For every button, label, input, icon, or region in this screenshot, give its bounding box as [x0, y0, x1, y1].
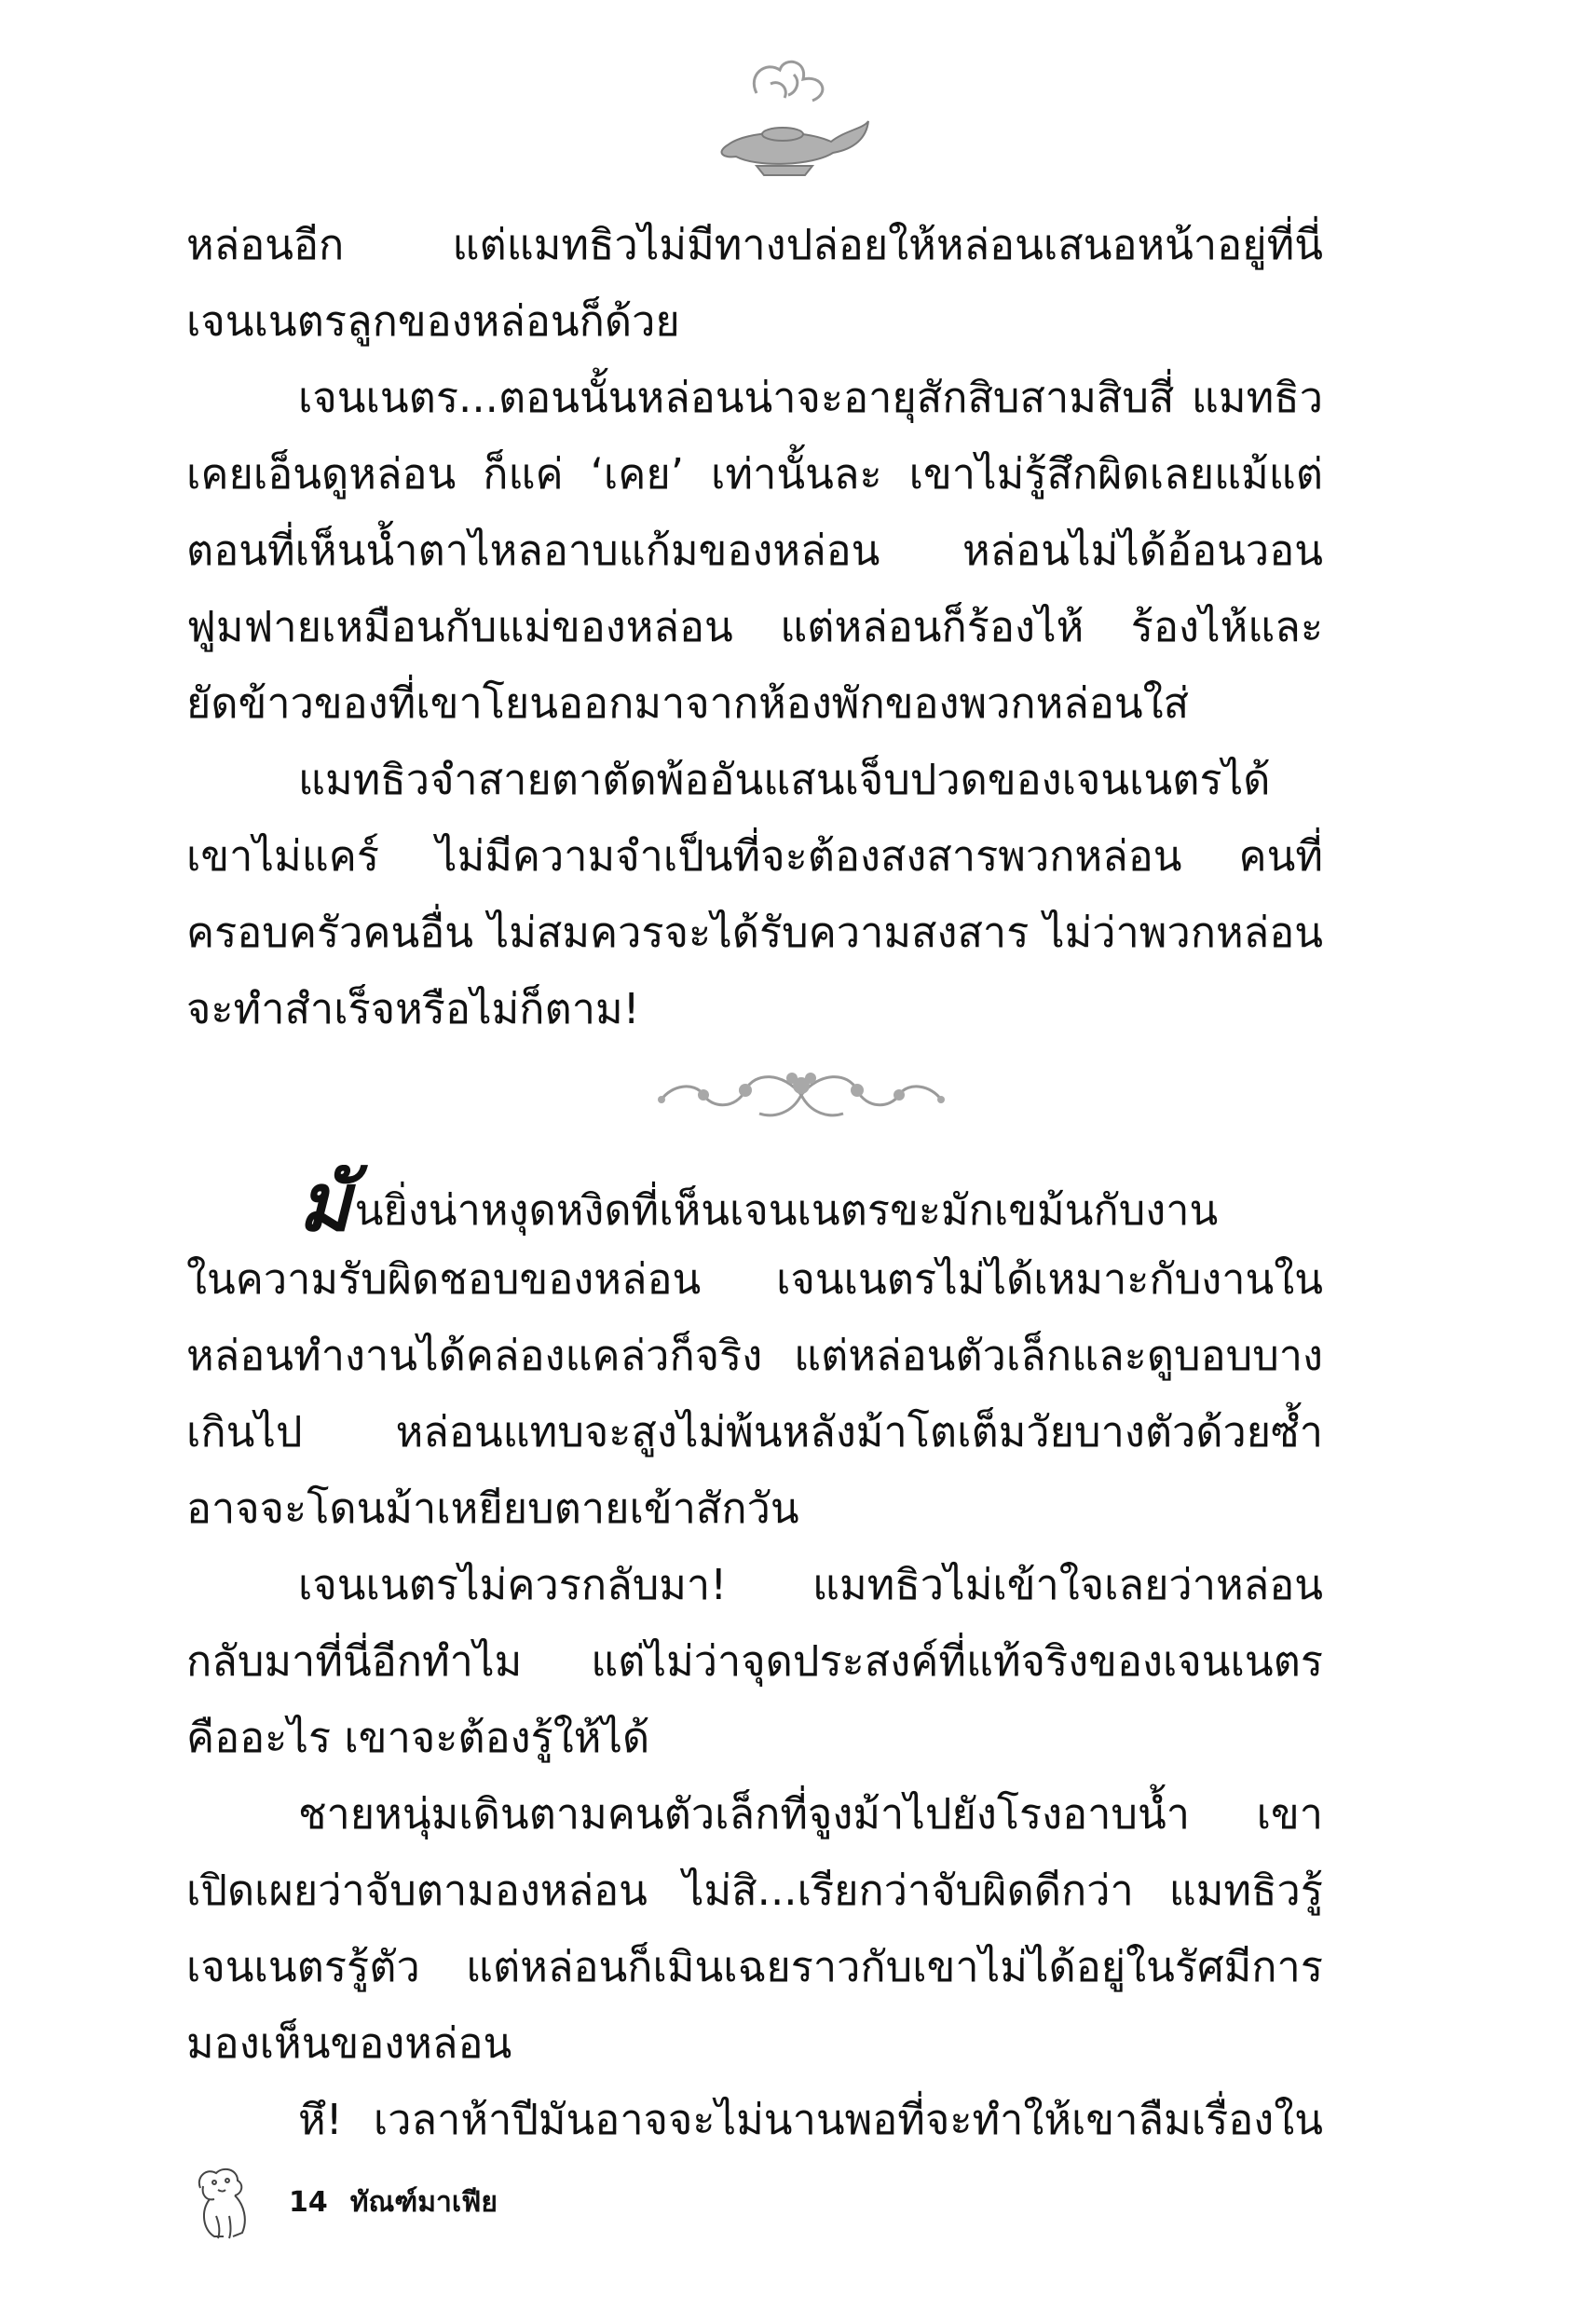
text-line — [186, 818, 1323, 895]
text-line — [186, 589, 1323, 665]
text-line-content: เกินไป หล่อนแทบจะสูงไม่พ้นหลังม้าโตเต็มวัยบางตัวด้วยซ้ำ — [186, 1407, 1323, 1456]
text-line — [186, 1241, 1323, 1318]
text-line-content: ยัดข้าวของที่เขาโยนออกมาจากห้องพักของพวกหล่อนใส่ — [186, 678, 1190, 728]
text-line-content: เจนเนตรลูกของหล่อนก็ด้วย — [186, 296, 680, 346]
dog-icon — [186, 2160, 261, 2244]
text-line-content: อาจจะโดนม้าเหยียบตายเข้าสักวัน — [186, 1484, 799, 1533]
genie-lamp-icon — [691, 56, 878, 186]
text-line — [186, 2082, 1323, 2158]
text-line — [186, 1547, 1323, 1623]
text-line-content: ครอบครัวคนอื่น ไม่สมควรจะได้รับความสงสาร ไม่ว่าพวกหล่อน — [186, 908, 1323, 957]
text-line — [186, 1394, 1323, 1470]
body-text-part-2 — [186, 1165, 1323, 2158]
text-line — [186, 436, 1323, 513]
page-footer — [186, 2160, 498, 2244]
text-line — [186, 1470, 1323, 1547]
text-line-content: หล่อนทำงานได้คล่องแคล่วก็จริง แต่หล่อนตัวเล็กและดูบอบบาง — [186, 1331, 1323, 1380]
text-line — [186, 2005, 1323, 2082]
text-line-content: เจนเนตรรู้ตัว แต่หล่อนก็เมินเฉยราวกับเขาไม่ได้อยู่ในรัศมีการ — [186, 1942, 1323, 1991]
text-line — [186, 207, 1323, 283]
text-line — [186, 1623, 1323, 1700]
text-line — [186, 283, 1323, 360]
text-line — [186, 1700, 1323, 1776]
text-line-content: ตอนที่เห็นน้ำตาไหลอาบแก้มของหล่อน หล่อนไม่ได้อ้อนวอน — [186, 526, 1323, 575]
text-line-content: หล่อนอีก แต่แมทธิวไม่มีทางปล่อยให้หล่อนเสนอหน้าอยู่ที่นี่ — [186, 220, 1323, 269]
drop-cap-word: มั — [298, 1165, 351, 1241]
text-line-content: เคยเอ็นดูหล่อน ก็แค่ ‘เคย’ เท่านั้นละ เขาไม่รู้สึกผิดเลยแม้แต่ — [186, 449, 1323, 499]
text-line — [186, 971, 1323, 1047]
text-line-content: หึ! เวลาห้าปีมันอาจจะไม่นานพอที่จะทำให้เขาลืมเรื่องใน — [298, 2095, 1323, 2144]
text-line-content: มองเห็นของหล่อน — [186, 2018, 512, 2068]
body-text-part-1 — [186, 207, 1323, 1047]
text-line-content: ชายหนุ่มเดินตามคนตัวเล็กที่จูงม้าไปยังโรงอาบน้ำ เขา — [298, 1789, 1323, 1839]
text-line — [186, 1929, 1323, 2005]
text-line — [186, 513, 1323, 589]
text-line — [186, 742, 1323, 818]
text-line-content: จะทำสำเร็จหรือไม่ก็ตาม! — [186, 984, 640, 1033]
text-line — [186, 360, 1323, 436]
text-line — [186, 1165, 1323, 1241]
text-line-content: แมทธิวจำสายตาตัดพ้ออันแสนเจ็บปวดของเจนเนตรได้ — [298, 755, 1271, 804]
text-line — [186, 1318, 1323, 1394]
text-line-content: เจนเนตรไม่ควรกลับมา! แมทธิวไม่เข้าใจเลยว่าหล่อน — [298, 1560, 1323, 1609]
floral-divider-icon — [643, 1058, 960, 1132]
text-line — [186, 1853, 1323, 1929]
text-line-content: นยิ่งน่าหงุดหงิดที่เห็นเจนเนตรขะมักเขม้นกับงาน — [354, 1185, 1219, 1235]
page-number: 14 — [289, 2185, 328, 2219]
text-line-content: กลับมาที่นี่อีกทำไม แต่ไม่ว่าจุดประสงค์ที่แท้จริงของเจนเนตร — [186, 1636, 1323, 1686]
text-line — [186, 665, 1323, 742]
text-line-content: เขาไม่แคร์ ไม่มีความจำเป็นที่จะต้องสงสารพวกหล่อน คนที่ — [186, 831, 1323, 881]
text-line-content: ในความรับผิดชอบของหล่อน เจนเนตรไม่ได้เหมาะกับงานใน — [186, 1254, 1323, 1304]
text-line-content: ฟูมฟายเหมือนกับแม่ของหล่อน แต่หล่อนก็ร้องไห้ ร้องไห้และ — [186, 602, 1323, 651]
text-line — [186, 1776, 1323, 1853]
book-title: ทัณฑ์มาเฟีย — [349, 2185, 498, 2219]
text-line-content: เจนเนตร...ตอนนั้นหล่อนน่าจะอายุสักสิบสามสิบสี่ แมทธิว — [298, 373, 1323, 422]
text-line — [186, 895, 1323, 971]
text-line-content: คืออะไร เขาจะต้องรู้ให้ได้ — [186, 1713, 650, 1762]
text-line-content: เปิดเผยว่าจับตามองหล่อน ไม่สิ...เรียกว่าจับผิดดีกว่า แมทธิวรู้ — [186, 1866, 1323, 1915]
